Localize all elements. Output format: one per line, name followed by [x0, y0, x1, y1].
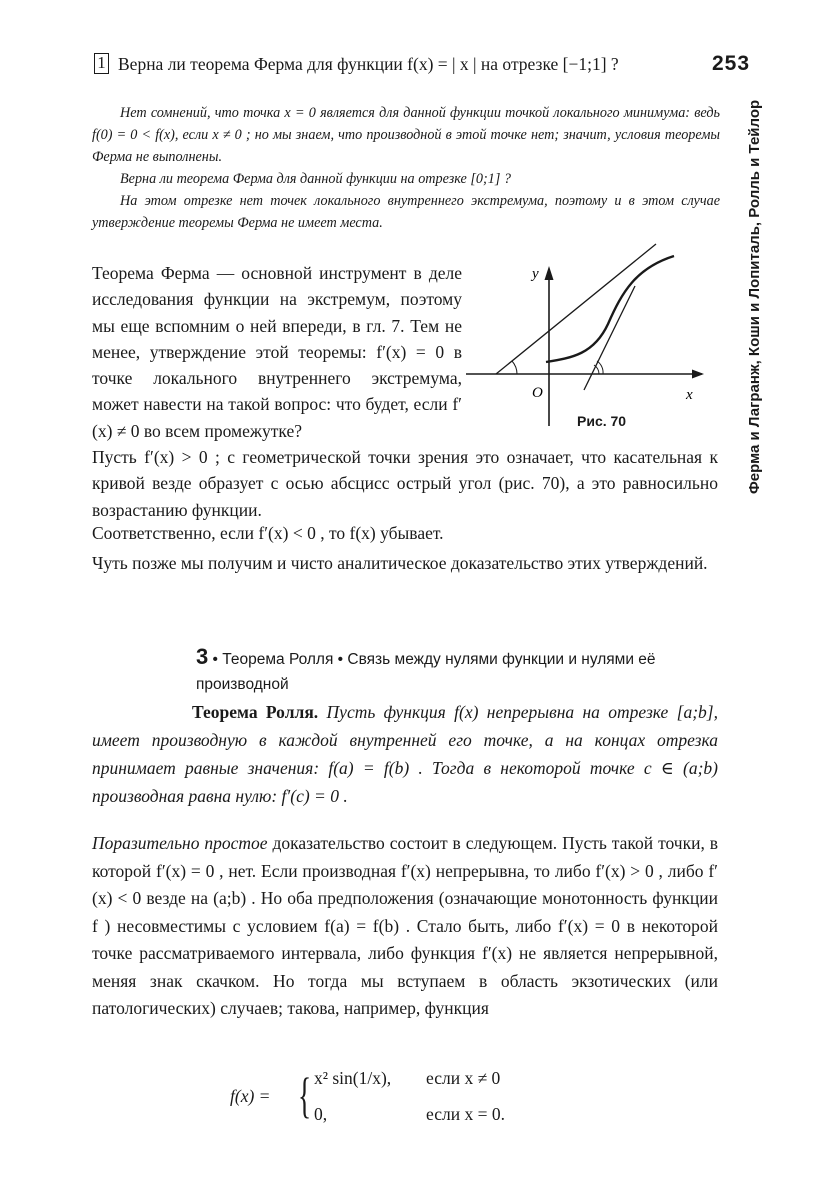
- figure-caption: Рис. 70: [577, 413, 627, 429]
- intro-paragraph: Теорема Ферма — основной инструмент в деле исследования функции на экстремум, поэтому мы еще вспомним о ней впереди, в гл. 7. Тем не менее, утверждение этой теоремы: f′(x) = 0 в точке локального внутреннего экстремума, может навести на такой вопрос: что будет, если f′(x) ≠ 0 во всем промежутке?: [92, 263, 462, 441]
- formula-condition: если x = 0.: [426, 1104, 505, 1124]
- proof-text: доказательство состоит в следующем. Пусть такой точки, в которой f′(x) = 0 , нет. Если производная f′(x) непрерывна, то либо f′(x) > 0 , либо f′(x) < 0 везде на (a;b) . Но оба предположения (означающие монотонность функции f ) несовместимы с условием f(a) = f(b) . Стало быть, либо f′(x) = 0 в некоторой точке рассматриваемого интервала, либо функция f′(x) не является непрерывной, меняя знак скачком. Но тогда мы вступаем в область экзотических (или патологических) случаев; такова, например, функция: [92, 833, 719, 1018]
- x-axis-label: x: [686, 387, 693, 403]
- question-header: Верна ли теорема Ферма для функции f(x) = | x | на отрезке [−1;1] ?: [118, 54, 619, 74]
- page-number: 253: [712, 52, 751, 75]
- note-question: Верна ли теорема Ферма для данной функции на отрезке [0;1] ?: [120, 171, 511, 187]
- y-axis-arrow: [545, 266, 554, 280]
- formula-case: x² sin(1/x),: [314, 1068, 392, 1088]
- note-paragraph: Нет сомнений, что точка x = 0 является для данной функции точкой локального минимума: ведь f(0) = 0 < f(x), если x ≠ 0 ; но мы знаем, что производной в этой точке нет; значит, условия теоремы Ферма не выполнены.: [92, 105, 720, 165]
- formula-case: 0,: [314, 1104, 328, 1124]
- formula-brace: {: [298, 1067, 312, 1123]
- section-title: • Теорема Ролля • Связь между нулями функции и нулями её производной: [196, 651, 656, 693]
- question-marker: 1: [94, 53, 109, 74]
- function-curve: [546, 256, 674, 362]
- body-paragraph: Соответственно, если f′(x) < 0 , то f(x) убывает.: [92, 523, 444, 543]
- note-paragraph: На этом отрезке нет точек локального внутреннего экстремума, поэтому и в этом случае утверждение теоремы Ферма не имеет места.: [92, 193, 720, 231]
- angle-arc: [512, 361, 517, 374]
- body-text: Пусть f′(x) > 0 ; с геометрической точки зрения это означает, что касательная к кривой везде образует с осью абсцисс острый угол (рис. 70), а это равносильно возрастанию функции.: [92, 447, 718, 520]
- intro-text: [92, 260, 462, 444]
- formula-condition: если x ≠ 0: [426, 1068, 501, 1088]
- body-paragraph: [92, 444, 718, 523]
- proof-lead: Поразительно простое: [92, 833, 268, 853]
- answer-note: [92, 102, 720, 234]
- y-axis-label: y: [532, 266, 539, 282]
- piecewise-formula: [230, 1064, 550, 1134]
- body-paragraph: Чуть позже мы получим и чисто аналитическое доказательство этих утверждений.: [92, 553, 708, 573]
- origin-label: O: [532, 385, 543, 401]
- theorem-name: Теорема Ролля.: [192, 702, 319, 722]
- proof-paragraph: [92, 830, 718, 1023]
- section-number: 3: [196, 644, 209, 669]
- rolle-theorem: [92, 698, 718, 810]
- running-title: Ферма и Лагранж, Коши и Лопиталь, Ролль и Тейлор: [746, 100, 763, 495]
- figure-70: [460, 240, 728, 436]
- section-heading: [196, 644, 716, 697]
- formula-lhs: f(x) =: [230, 1086, 271, 1106]
- theorem-statement: Пусть функция f(x) непрерывна на отрезке [a;b], имеет производную в каждой внутренней его точке, а на концах отрезка принимает равные значения: f(a) = f(b) . Тогда в некоторой точке c ∈ (a;b) производная равна нулю: f′(c) = 0 .: [92, 702, 718, 806]
- x-axis-arrow: [692, 370, 704, 379]
